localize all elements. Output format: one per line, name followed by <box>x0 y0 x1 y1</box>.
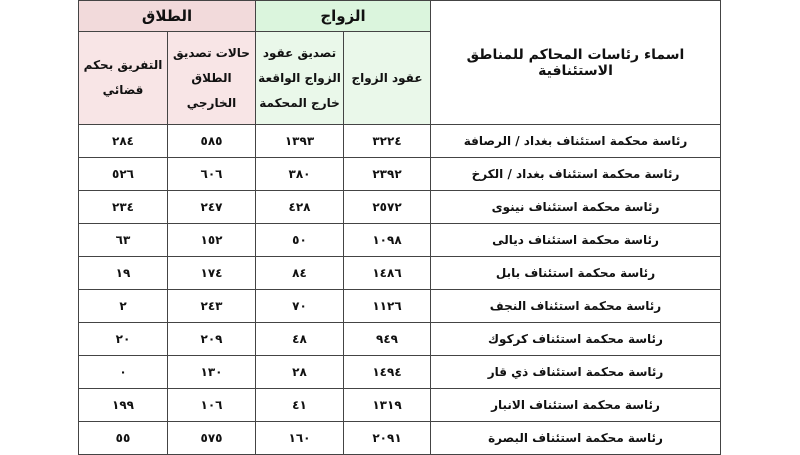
marriage-ratification-header: تصديق عقود الزواج الواقعة خارج المحكمة <box>256 32 344 125</box>
court-name-cell: رئاسة محكمة استئناف بابل <box>431 257 721 290</box>
court-names-header: اسماء رئاسات المحاكم للمناطق الاستئنافية <box>431 1 721 125</box>
marriage-contracts-cell: ١٣١٩ <box>344 389 431 422</box>
marriage-ratification-cell: ٣٨٠ <box>256 158 344 191</box>
table-row <box>79 323 721 356</box>
marriage-ratification-cell: ١٦٠ <box>256 422 344 455</box>
judicial-separation-cell: ٥٢٦ <box>79 158 168 191</box>
table-row <box>79 224 721 257</box>
court-name-cell: رئاسة محكمة استئناف الانبار <box>431 389 721 422</box>
marriage-contracts-cell: ٩٤٩ <box>344 323 431 356</box>
marriage-ratification-cell: ٨٤ <box>256 257 344 290</box>
marriage-contracts-header: عقود الزواج <box>344 32 431 125</box>
judicial-separation-cell: ١٩٩ <box>79 389 168 422</box>
external-divorce-cell: ١٥٢ <box>168 224 256 257</box>
marriage-contracts-cell: ٢٣٩٢ <box>344 158 431 191</box>
court-name-cell: رئاسة محكمة استئناف بغداد / الكرخ <box>431 158 721 191</box>
table-row <box>79 257 721 290</box>
court-name-cell: رئاسة محكمة استئناف ديالى <box>431 224 721 257</box>
external-divorce-cell: ٦٠٦ <box>168 158 256 191</box>
court-statistics-table <box>78 0 721 455</box>
marriage-contracts-cell: ١٠٩٨ <box>344 224 431 257</box>
table-row <box>79 389 721 422</box>
marriage-ratification-cell: ٢٨ <box>256 356 344 389</box>
marriage-contracts-cell: ٣٢٢٤ <box>344 125 431 158</box>
table-row <box>79 191 721 224</box>
external-divorce-cell: ٢٤٧ <box>168 191 256 224</box>
divorce-group-header: الطلاق <box>79 1 256 32</box>
external-divorce-cell: ٢٤٣ <box>168 290 256 323</box>
marriage-group-header: الزواج <box>256 1 431 32</box>
marriage-contracts-cell: ٢٠٩١ <box>344 422 431 455</box>
court-name-cell: رئاسة محكمة استئناف نينوى <box>431 191 721 224</box>
marriage-ratification-cell: ٤١ <box>256 389 344 422</box>
judicial-separation-cell: ٠ <box>79 356 168 389</box>
marriage-ratification-cell: ١٣٩٣ <box>256 125 344 158</box>
external-divorce-cell: ٢٠٩ <box>168 323 256 356</box>
court-name-cell: رئاسة محكمة استئناف البصرة <box>431 422 721 455</box>
judicial-separation-cell: ٢٣٤ <box>79 191 168 224</box>
court-name-cell: رئاسة محكمة استئناف النجف <box>431 290 721 323</box>
marriage-ratification-cell: ٤٨ <box>256 323 344 356</box>
court-name-cell: رئاسة محكمة استئناف بغداد / الرصافة <box>431 125 721 158</box>
judicial-separation-cell: ١٩ <box>79 257 168 290</box>
table-row <box>79 125 721 158</box>
table-header <box>79 1 721 125</box>
marriage-contracts-cell: ٢٥٧٢ <box>344 191 431 224</box>
table-row <box>79 158 721 191</box>
judicial-separation-cell: ٢ <box>79 290 168 323</box>
judicial-separation-header: التفريق بحكم قضائي <box>79 32 168 125</box>
marriage-ratification-cell: ٤٢٨ <box>256 191 344 224</box>
marriage-contracts-cell: ١٤٩٤ <box>344 356 431 389</box>
judicial-separation-cell: ٦٣ <box>79 224 168 257</box>
header-group-row <box>79 1 721 32</box>
table-row <box>79 356 721 389</box>
external-divorce-cell: ١٣٠ <box>168 356 256 389</box>
table-row <box>79 290 721 323</box>
court-name-cell: رئاسة محكمة استئناف كركوك <box>431 323 721 356</box>
external-divorce-cell: ١٧٤ <box>168 257 256 290</box>
external-divorce-header: حالات تصديق الطلاق الخارجي <box>168 32 256 125</box>
judicial-separation-cell: ٢٨٤ <box>79 125 168 158</box>
marriage-contracts-cell: ١٤٨٦ <box>344 257 431 290</box>
judicial-separation-cell: ٢٠ <box>79 323 168 356</box>
table-body <box>79 125 721 455</box>
court-name-cell: رئاسة محكمة استئناف ذي قار <box>431 356 721 389</box>
judicial-separation-cell: ٥٥ <box>79 422 168 455</box>
external-divorce-cell: ٥٨٥ <box>168 125 256 158</box>
external-divorce-cell: ٥٧٥ <box>168 422 256 455</box>
marriage-contracts-cell: ١١٢٦ <box>344 290 431 323</box>
external-divorce-cell: ١٠٦ <box>168 389 256 422</box>
marriage-ratification-cell: ٧٠ <box>256 290 344 323</box>
marriage-ratification-cell: ٥٠ <box>256 224 344 257</box>
